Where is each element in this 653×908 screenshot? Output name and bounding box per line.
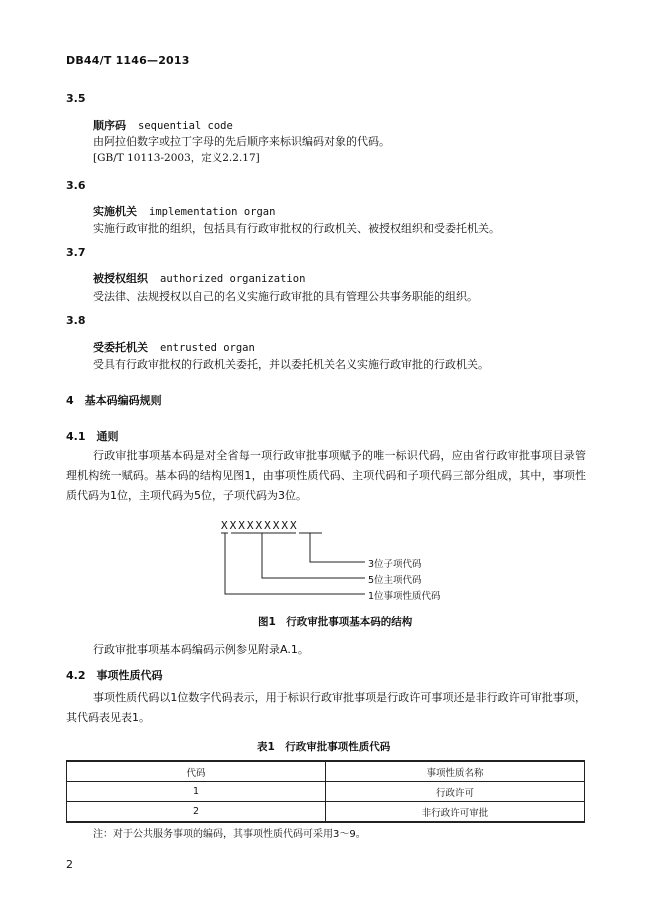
- term-en: sequential code: [138, 120, 233, 132]
- term-definition: 受具有行政审批权的行政机关委托，并以委托机关名义实施行政审批的行政机关。: [93, 358, 489, 371]
- table-cell: 1: [67, 782, 326, 802]
- term-zh: 被授权组织: [93, 272, 148, 285]
- term-zh: 顺序码: [93, 119, 126, 132]
- table-row: [67, 802, 585, 823]
- term-source: [GB/T 10113-2003，定义2.2.17]: [93, 152, 260, 164]
- table-cell: 2: [67, 802, 326, 823]
- subsection-heading: 4.1 通则: [66, 430, 119, 443]
- table-note: 注：对于公共服务事项的编码，其事项性质代码可采用3～9。: [93, 829, 366, 840]
- term-zh: 实施机关: [93, 205, 137, 218]
- paragraph: 行政审批事项基本码是对全省每一项行政审批事项赋予的唯一标识代码，应由省行政审批事项目录管理机构统一赋码。基本码的结构见图1，由事项性质代码、主项代码和子项代码三部分组成，其中，事项性质代码为1位，主项代码为5位，子项代码为3位。: [66, 449, 586, 502]
- term-en: authorized organization: [160, 273, 306, 285]
- connector-main-code: [262, 533, 365, 578]
- table-caption: 表1 行政审批事项性质代码: [257, 741, 391, 753]
- term-number: 3.6: [66, 179, 86, 192]
- term-en: entrusted organ: [160, 342, 255, 354]
- example-reference: 行政审批事项基本码编码示例参见附录A.1。: [93, 643, 309, 656]
- standard-number: DB44/T 1146—2013: [66, 54, 190, 67]
- section-heading: 4 基本码编码规则: [66, 394, 162, 407]
- term-definition: 受法律、法规授权以自己的名义实施行政审批的具有管理公共事务职能的组织。: [93, 290, 478, 303]
- page-number: 2: [66, 858, 73, 871]
- figure-label-main-code: 5位主项代码: [368, 575, 422, 586]
- term-definition: 实施行政审批的组织，包括具有行政审批权的行政机关、被授权组织和受委托机关。: [93, 222, 500, 235]
- term-number: 3.8: [66, 314, 86, 327]
- table-row: [67, 782, 585, 802]
- term-number: 3.5: [66, 92, 86, 105]
- figure-label-sub-code: 3位子项代码: [368, 559, 422, 570]
- term-en: implementation organ: [149, 206, 276, 218]
- term-zh: 受委托机关: [93, 341, 148, 354]
- paragraph: 事项性质代码以1位数字代码表示，用于标识行政审批事项是行政许可事项还是非行政许可审批事项，其代码表见表1。: [66, 691, 586, 724]
- term-number: 3.7: [66, 246, 86, 259]
- table-cell: 非行政许可审批: [326, 802, 585, 823]
- column-header-name: 事项性质名称: [326, 761, 585, 782]
- term-definition: 由阿拉伯数字或拉丁字母的先后顺序来标识编码对象的代码。: [93, 135, 390, 148]
- table-cell: 行政许可: [326, 782, 585, 802]
- code-structure-string: XXXXXXXXX: [221, 519, 299, 532]
- connector-nature-code: [225, 533, 365, 594]
- figure-label-nature-code: 1位事项性质代码: [368, 591, 441, 602]
- column-header-code: 代码: [67, 761, 326, 782]
- connector-sub-code: [310, 533, 365, 562]
- figure-caption: 图1 行政审批事项基本码的结构: [258, 616, 413, 628]
- table-header-row: [67, 761, 585, 782]
- subsection-heading: 4.2 事项性质代码: [66, 669, 163, 682]
- nature-code-table: [66, 760, 585, 823]
